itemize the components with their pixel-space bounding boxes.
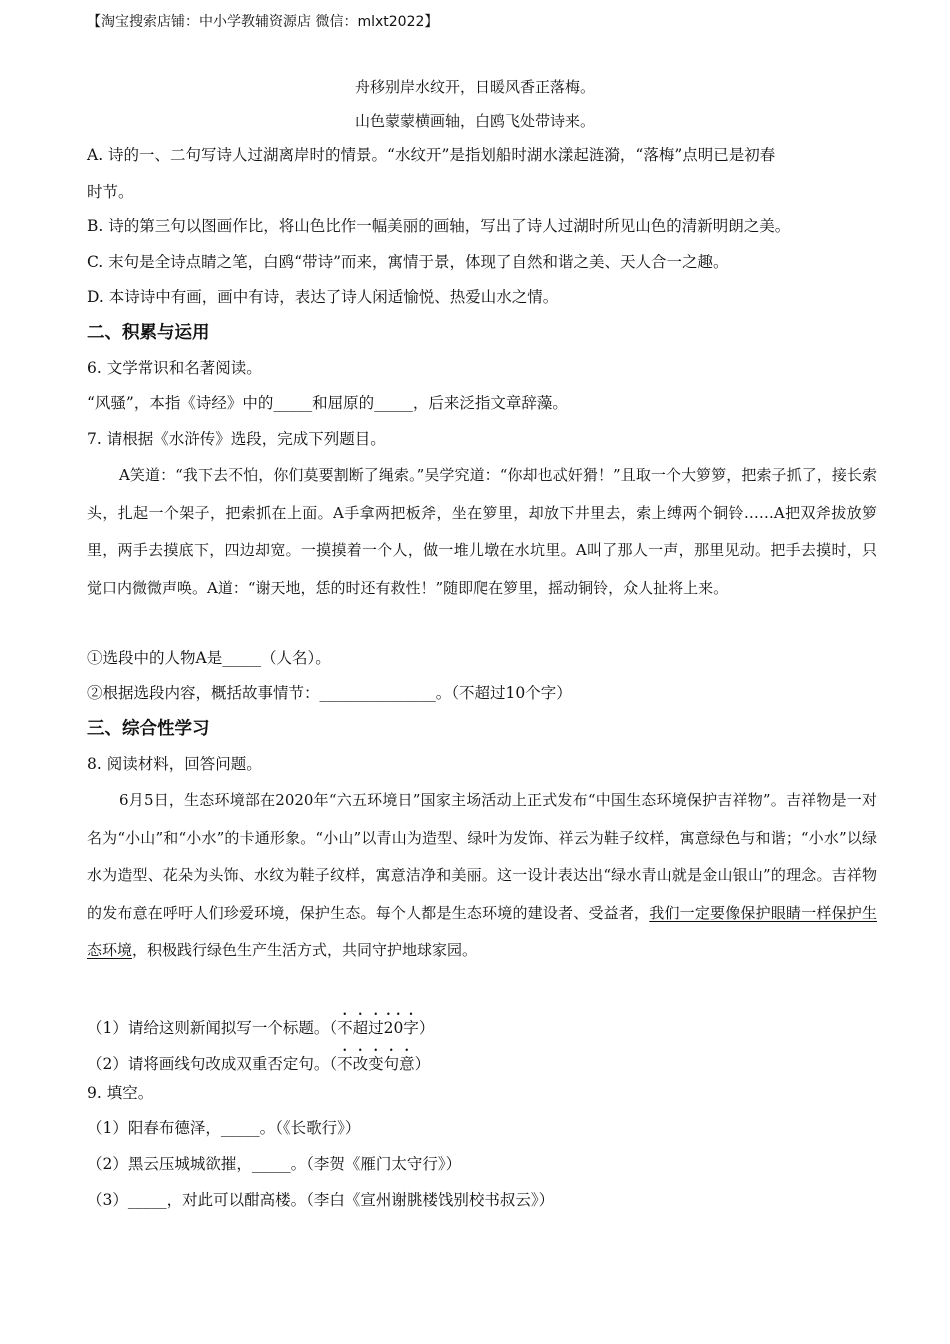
- question-8-sub-1: [87, 1010, 434, 1039]
- page-header: 【淘宝搜索店铺：中小学教辅资源店 微信：mlxt2022】: [87, 14, 439, 30]
- sub-2-close: ）: [414, 1055, 431, 1073]
- sub-1-text: （1）请给这则新闻拟写一个标题。（: [87, 1019, 338, 1037]
- question-7-title: 7. 请根据《水浒传》选段，完成下列题目。: [87, 430, 386, 448]
- option-c: C. 末句是全诗点睛之笔，白鸥“带诗”而来，寓情于景，体现了自然和谐之美、天人合一之趣。: [87, 253, 729, 271]
- question-9-title: 9. 填空。: [87, 1084, 154, 1102]
- emphasized-text: 不超过20字: [337, 1019, 419, 1037]
- question-7-sub-2: ②根据选段内容，概括故事情节：_______________。（不超过10个字）: [87, 684, 572, 702]
- option-d: D. 本诗诗中有画，画中有诗，表达了诗人闲适愉悦、热爱山水之情。: [87, 288, 559, 306]
- section-heading-2: 二、积累与运用: [87, 323, 210, 343]
- option-a-line-1: A. 诗的一、二句写诗人过湖离岸时的情景。“水纹开”是指划船时湖水漾起涟漪，“落梅”点明已是初春: [87, 146, 776, 164]
- question-6-text: “风骚”，本指《诗经》中的_____和屈原的_____，后来泛指文章辞藻。: [87, 394, 568, 412]
- sub-1-close: ）: [418, 1019, 435, 1037]
- question-7-passage: A笑道：“我下去不怕，你们莫要割断了绳索。”吴学究道：“你却也忒奸猾！”且取一个大箩箩，把索子抓了，接长索头，扎起一个架子，把索抓在上面。A手拿两把板斧，坐在箩里，却放下井里去，索上缚两个铜铃……A把双斧拔放箩里，两手去摸底下，四边却宽。一摸摸着一个人，做一堆儿墩在水坑里。A叫了那人一声，那里见动。把手去摸时，只觉口内微微声唤。A道：“谢天地，恁的时还有救性！”随即爬在箩里，摇动铜铃，众人扯将上来。: [87, 466, 877, 597]
- poem-line-1: 舟移别岸水纹开，日暖风香正落梅。: [354, 78, 595, 96]
- question-9-sub-3: （3）_____，对此可以酣高楼。（李白《宣州谢朓楼饯别校书叔云》）: [87, 1191, 555, 1209]
- question-8-title: 8. 阅读材料，回答问题。: [87, 755, 262, 773]
- question-6-title: 6. 文学常识和名著阅读。: [87, 359, 262, 377]
- question-8-passage: [87, 782, 877, 970]
- sub-2-text: （2）请将画线句改成双重否定句。（: [87, 1055, 338, 1073]
- passage-text: 6月5日，生态环境部在2020年“六五环境日”国家主场活动上正式发布“中国生态环境保护吉祥物”。吉祥物是一对名为“小山”和“小水”的卡通形象。“小山”以青山为造型、绿叶为发饰、祥云为鞋子纹样，寓意绿色与和谐；“小水”以绿水为造型、花朵为头饰、水纹为鞋子纹样，寓意洁净和美丽。这一设计表达出“绿水青山就是金山银山”的理念。吉祥物的发布意在呼吁人们珍爱环境，保护生态。每个人都是生态环境的建设者、受益者，: [87, 791, 877, 922]
- option-a-line-2: 时节。: [87, 183, 134, 201]
- question-7-sub-1: ①选段中的人物A是_____（人名）。: [87, 649, 331, 667]
- question-9-sub-1: （1）阳春布德泽，_____。（《长歌行》）: [87, 1119, 361, 1137]
- underlined-sentence: 我们一定要像保护眼睛一样保护生态环境: [87, 903, 877, 959]
- question-8-sub-2: [87, 1046, 430, 1075]
- passage-text-end: ，积极践行绿色生产生活方式，共同守护地球家园。: [132, 941, 478, 959]
- option-b: B. 诗的第三句以图画作比，将山色比作一幅美丽的画轴，写出了诗人过湖时所见山色的清新明朗之美。: [87, 217, 791, 235]
- section-heading-3: 三、综合性学习: [87, 719, 210, 739]
- question-9-sub-2: （2）黑云压城城欲摧，_____。（李贺《雁门太守行》）: [87, 1155, 462, 1173]
- emphasized-text: 不改变句意: [337, 1055, 415, 1073]
- poem-line-2: 山色蒙蒙横画轴，白鸥飞处带诗来。: [354, 112, 595, 130]
